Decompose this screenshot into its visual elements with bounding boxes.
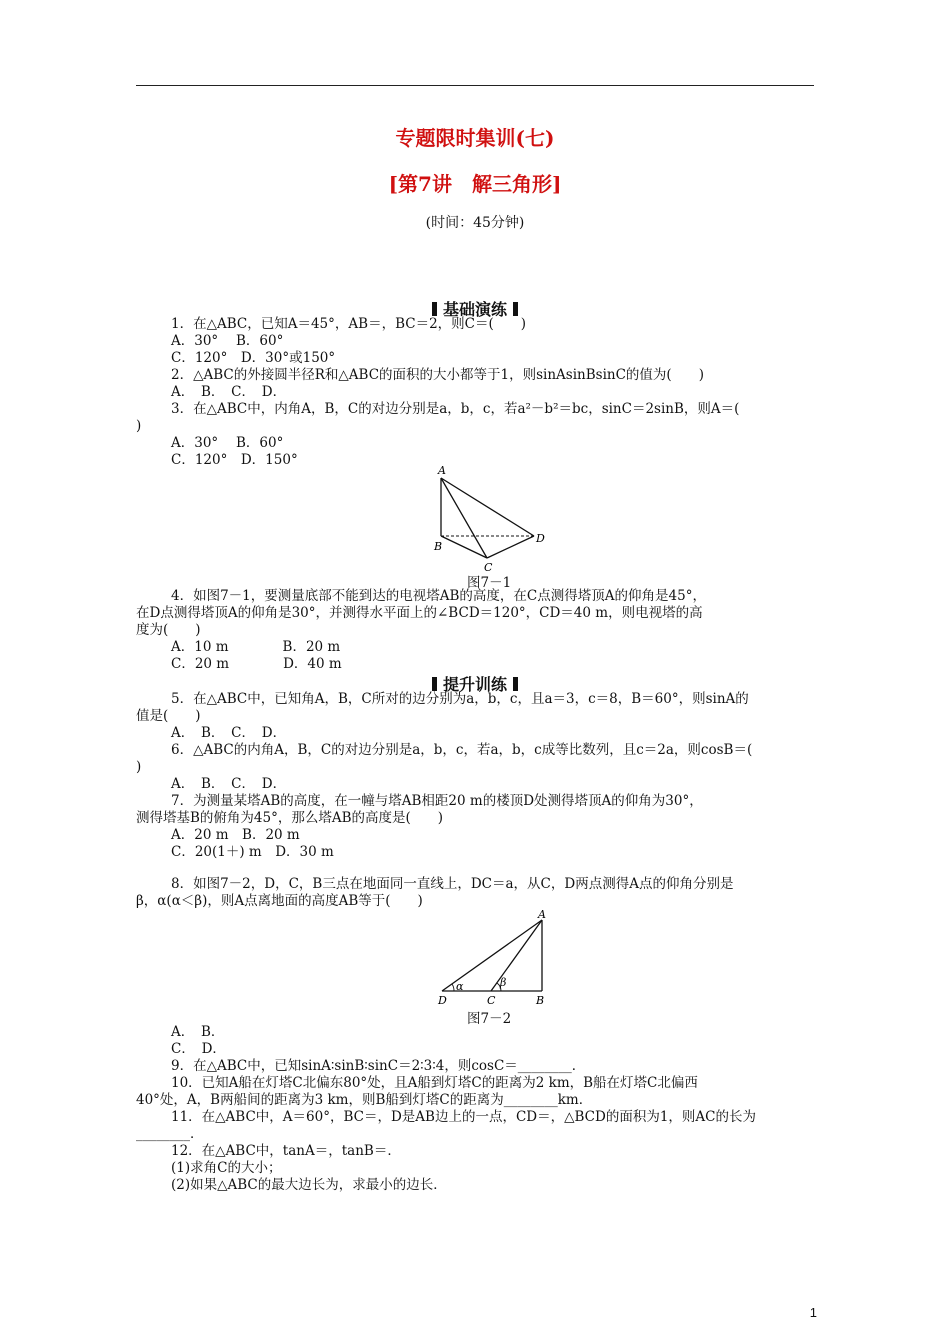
- point-label: D: [536, 532, 545, 545]
- question-line: 11．在△ABC中，A＝60°，BC＝，D是AB边上的一点，CD＝，△BCD的面积为1，则AC的长为: [171, 1109, 757, 1125]
- option-line: A．10 m B．20 m: [171, 639, 341, 655]
- section-label: 提升训练: [442, 675, 507, 694]
- option-line: A．30° B．60°: [171, 333, 284, 349]
- question-line-wrap: 在D点测得塔顶A的仰角是30°，并测得水平面上的∠BCD＝120°，CD＝40 m，则电视塔的高: [136, 605, 703, 621]
- header-rule: [136, 85, 814, 86]
- time-limit: (时间：45分钟): [425, 215, 525, 231]
- question-line: 8．如图7－2，D，C，B三点在地面同一直线上，DC＝a，从C，D两点测得A点的仰角分别是: [171, 876, 734, 892]
- point-label: C: [487, 994, 496, 1007]
- option-line: C．120° D．30°或150°: [171, 350, 336, 366]
- question-line-wrap: ________．: [136, 1126, 204, 1142]
- point-label: D: [438, 994, 447, 1007]
- option-line: A． B． C． D．: [171, 776, 287, 792]
- question-line-wrap: 测得塔基B的俯角为45°，那么塔AB的高度是( ): [136, 810, 444, 826]
- question-line: 10．已知A船在灯塔C北偏东80°处，且A船到灯塔C的距离为2 km，B船在灯塔C北偏西: [171, 1075, 698, 1091]
- figure-caption: 图7－2: [467, 1011, 512, 1027]
- question-line-wrap: 度为( ): [136, 622, 201, 638]
- option-line: A．30° B．60°: [171, 435, 284, 451]
- figure-7-2: [432, 906, 552, 1008]
- option-line: A． B．: [171, 1024, 225, 1040]
- question-line: 9．在△ABC中，已知sinA∶sinB∶sinC＝2∶3∶4，则cosC＝________．: [171, 1058, 586, 1074]
- page-title: 专题限时集训(七): [395, 126, 555, 150]
- question-line: 12．在△ABC中，tanA＝，tanB＝．: [171, 1143, 401, 1159]
- edge-ac: [441, 478, 487, 558]
- point-label: A: [438, 464, 446, 477]
- option-line: A． B． C． D．: [171, 725, 287, 741]
- figure-caption: 图7－1: [467, 575, 512, 591]
- section-label: 基础演练: [442, 300, 507, 319]
- question-line-wrap: 40°处，A，B两船间的距离为3 km，则B船到灯塔C的距离为________km．: [136, 1092, 593, 1108]
- option-line: C．20(1＋) m D．30 m: [171, 844, 334, 860]
- edge-cd: [487, 536, 534, 558]
- option-line: A．20 m B．20 m: [171, 827, 300, 843]
- question-line: 7．为测量某塔AB的高度，在一幢与塔AB相距20 m的楼顶D处测得塔顶A的仰角为30°，: [171, 793, 703, 809]
- section-bar-right: [513, 302, 518, 316]
- section-bar-left: [432, 302, 437, 316]
- option-line: C．120° D．150°: [171, 452, 298, 468]
- edge-ca: [491, 920, 542, 991]
- page-number: 1: [809, 1305, 817, 1320]
- section-bar-right: [513, 677, 518, 691]
- figure-7-1: [430, 462, 550, 574]
- option-line: A． B． C． D．: [171, 384, 287, 400]
- question-line: 6．△ABC的内角A，B，C的对边分别是a，b，c，若a，b，c成等比数列，且c＝2a，则cosB＝(: [171, 742, 753, 758]
- question-line: 5．在△ABC中，已知角A，B，C所对的边分别为a，b，c，且a＝3，c＝8，B＝60°，则sinA的: [171, 691, 749, 707]
- angle-label-alpha: α: [456, 980, 464, 993]
- angle-label-beta: β: [500, 976, 507, 989]
- point-label: C: [484, 561, 493, 574]
- option-line: C． D．: [171, 1041, 226, 1057]
- question-line-wrap: ): [136, 418, 142, 434]
- option-line: C．20 m D．40 m: [171, 656, 342, 672]
- point-label: B: [434, 540, 443, 553]
- question-line: 2．△ABC的外接圆半径R和△ABC的面积的大小都等于1，则sinAsinBsinC的值为( ): [171, 367, 704, 383]
- angle-arc-alpha: [452, 984, 454, 991]
- question-line-wrap: 值是( ): [136, 708, 201, 724]
- question-line-wrap: β，α(α＜β)，则A点离地面的高度AB等于( ): [136, 893, 423, 909]
- question-line: 3．在△ABC中，内角A，B，C的对边分别是a，b，c，若a²－b²＝bc，sinC＝2sinB，则A＝(: [171, 401, 740, 417]
- sub-question-line: (1)求角C的大小；: [171, 1160, 282, 1176]
- question-line-wrap: ): [136, 759, 142, 775]
- question-line: 4．如图7－1，要测量底部不能到达的电视塔AB的高度，在C点测得塔顶A的仰角是45°，: [171, 588, 706, 604]
- sub-question-line: (2)如果△ABC的最大边长为，求最小的边长．: [171, 1177, 447, 1193]
- lecture-subtitle: [第7讲 解三角形]: [388, 172, 562, 196]
- section-bar-left: [432, 677, 437, 691]
- point-label: A: [538, 908, 546, 921]
- edge-ad: [441, 478, 534, 536]
- point-label: B: [536, 994, 545, 1007]
- question-line: 1．在△ABC，已知A＝45°，AB＝，BC＝2，则C＝( ): [171, 316, 527, 332]
